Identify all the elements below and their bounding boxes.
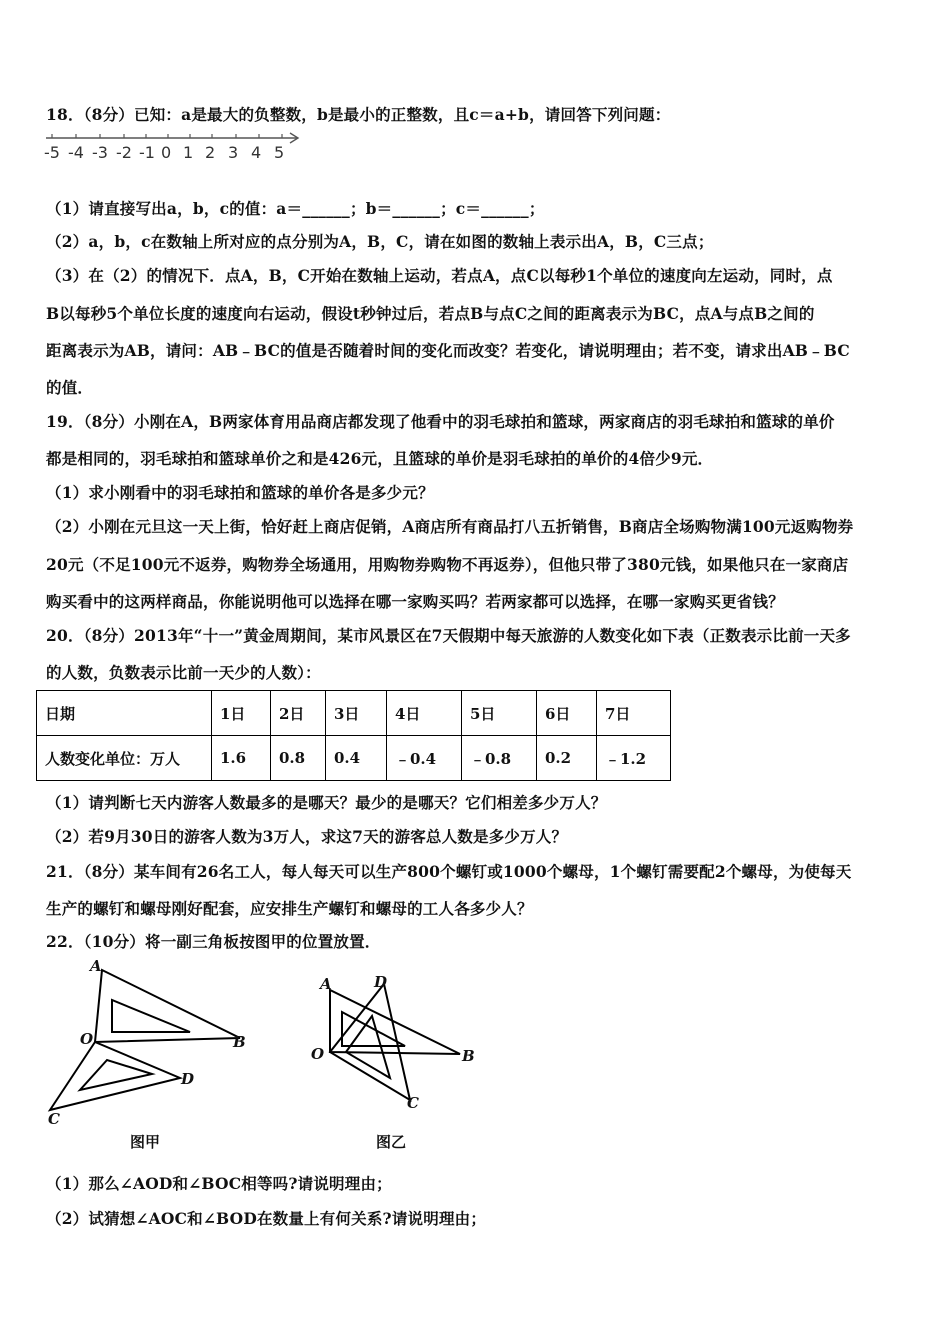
- tick-label: 3: [228, 143, 239, 162]
- q18-part1: （1）请直接写出a，b，c的值：a＝______；b＝______；c＝______；: [46, 199, 545, 218]
- q22-stem: 22．（10分）将一副三角板按图甲的位置放置．: [46, 932, 381, 951]
- tick-label: -3: [92, 143, 108, 162]
- table-cell: 0.2: [537, 736, 597, 781]
- q18-part3-line4: 的值．: [46, 378, 94, 397]
- table-cell: 1.6: [212, 736, 271, 781]
- label-O: O: [311, 1045, 325, 1063]
- number-line-labels: [44, 143, 284, 162]
- table-cell: 1日: [212, 691, 271, 736]
- q20-part1: （1）请判断七天内游客人数最多的是哪天？最少的是哪天？它们相差多少万人？: [46, 793, 607, 812]
- table-cell: 2日: [271, 691, 326, 736]
- label-D: D: [374, 973, 388, 991]
- q19-part2-line3: 购买看中的这两样商品，你能说明他可以选择在哪一家购买吗？若两家都可以选择，在哪一家购买更省钱？: [46, 592, 784, 611]
- tick-label: 4: [251, 143, 262, 162]
- set-square-outer-2: [50, 1042, 180, 1110]
- label-B: B: [462, 1047, 475, 1065]
- q18-stem: 18．（8分）已知：a是最大的负整数，b是最小的正整数，且c＝a+b，请回答下列问题：: [46, 105, 671, 124]
- tick-label: 2: [205, 143, 216, 162]
- table-cell: 3日: [326, 691, 387, 736]
- set-square-outer-a: [330, 990, 460, 1054]
- number-line: [44, 128, 314, 144]
- tick-label: 0: [161, 143, 172, 162]
- table-cell: 4日: [387, 691, 462, 736]
- q19-part2-line1: （2）小刚在元旦这一天上街，恰好赶上商店促销，A商店所有商品打八五折销售，B商店全场购物满100元返购物券: [46, 517, 854, 536]
- table-cell: 0.4: [326, 736, 387, 781]
- tourist-change-table: [36, 690, 671, 781]
- table-cell: ﹣1.2: [597, 736, 671, 781]
- q20-stem-line1: 20．（8分）2013年“十一”黄金周期间，某市风景区在7天假期中每天旅游的人数变化如下表（正数表示比前一天多: [46, 626, 851, 645]
- table-header-row: [37, 691, 671, 736]
- q19-part2-line2: 20元（不足100元不返券，购物券全场通用，用购物券购物不再返券），但他只带了380元钱，如果他只在一家商店: [46, 555, 849, 574]
- tick-label: 1: [183, 143, 194, 162]
- table-cell: 日期: [37, 691, 212, 736]
- q20-part2: （2）若9月30日的游客人数为3万人，求这7天的游客总人数是多少万人？: [46, 827, 568, 846]
- q18-part2: （2）a，b，c在数轴上所对应的点分别为A，B，C，请在如图的数轴上表示出A，B，C三点；: [46, 232, 714, 251]
- caption-jia: 图甲: [130, 1133, 161, 1151]
- q19-stem-line1: 19．（8分）小刚在A，B两家体育用品商店都发现了他看中的羽毛球拍和篮球，两家商店的羽毛球拍和篮球的单价: [46, 412, 835, 431]
- q22-part1: （1）那么∠AOD和∠BOC相等吗?请说明理由；: [46, 1174, 392, 1193]
- tick-label: -4: [68, 143, 84, 162]
- caption-yi: 图乙: [376, 1133, 407, 1151]
- q18-part3-line3: 距离表示为AB，请问：AB﹣BC的值是否随着时间的变化而改变？若变化，请说明理由；若不变，请求出AB﹣BC: [46, 341, 850, 360]
- q22-part2: （2）试猜想∠AOC和∠BOD在数量上有何关系?请说明理由；: [46, 1209, 487, 1228]
- tick-label: 5: [274, 143, 285, 162]
- table-cell: 人数变化单位：万人: [37, 736, 212, 781]
- figure-yi: [310, 970, 490, 1120]
- table-cell: 0.8: [271, 736, 326, 781]
- q19-stem-line2: 都是相同的，羽毛球拍和篮球单价之和是426元，且篮球的单价是羽毛球拍的单价的4倍少9元．: [46, 449, 714, 468]
- table-cell: 6日: [537, 691, 597, 736]
- label-D: D: [181, 1070, 195, 1088]
- label-A: A: [320, 975, 332, 993]
- label-B: B: [233, 1033, 246, 1051]
- tick-label: -1: [139, 143, 155, 162]
- tick-label: -2: [116, 143, 132, 162]
- table-row: [37, 736, 671, 781]
- q19-part1: （1）求小刚看中的羽毛球拍和篮球的单价各是多少元？: [46, 483, 434, 502]
- table-cell: 7日: [597, 691, 671, 736]
- label-C: C: [48, 1110, 60, 1128]
- set-square-inner-2: [80, 1060, 152, 1090]
- q21-stem-line2: 生产的螺钉和螺母刚好配套，应安排生产螺钉和螺母的工人各多少人？: [46, 899, 533, 918]
- q21-stem-line1: 21．（8分）某车间有26名工人，每人每天可以生产800个螺钉或1000个螺母，1个螺钉需要配2个螺母，为使每天: [46, 862, 852, 881]
- label-C: C: [407, 1094, 419, 1112]
- q18-part3-line2: B以每秒5个单位长度的速度向右运动，假设t秒钟过后，若点B与点C之间的距离表示为BC，点A与点B之间的: [46, 304, 815, 323]
- table-cell: 5日: [462, 691, 537, 736]
- label-A: A: [90, 957, 102, 975]
- set-square-inner-1: [112, 1000, 190, 1032]
- set-square-inner-a: [342, 1012, 405, 1046]
- table-cell: ﹣0.4: [387, 736, 462, 781]
- q20-stem-line2: 的人数，负数表示比前一天少的人数）：: [46, 663, 321, 682]
- label-O: O: [80, 1030, 94, 1048]
- q18-part3-line1: （3）在（2）的情况下．点A，B，C开始在数轴上运动，若点A，点C以每秒1个单位的速度向左运动，同时，点: [46, 266, 833, 285]
- tick-label: -5: [44, 143, 60, 162]
- table-cell: ﹣0.8: [462, 736, 537, 781]
